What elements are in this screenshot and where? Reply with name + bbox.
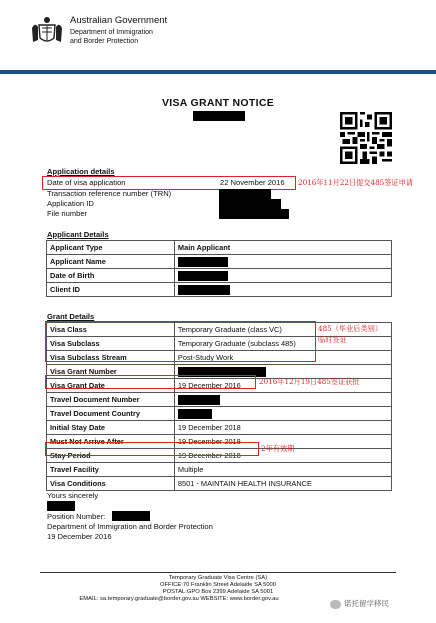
- qr-code-icon: [340, 112, 392, 164]
- header-divider: [0, 70, 436, 74]
- applicant-table: [46, 240, 392, 297]
- redaction: [112, 511, 150, 521]
- date-of-application-value: 22 November 2016: [220, 178, 285, 187]
- redaction: [47, 501, 75, 511]
- stay-period-value: 19 December 2018: [174, 449, 391, 463]
- redaction: [219, 199, 281, 209]
- grant-details-title: Grant Details: [47, 312, 95, 321]
- page-title: VISA GRANT NOTICE: [161, 97, 275, 109]
- redaction: [219, 209, 289, 219]
- table-row: [47, 463, 392, 477]
- must-not-arrive-after-label: Must Not Arrive After: [47, 435, 175, 449]
- annotation-stay-period: 2年有效期: [261, 444, 295, 453]
- visa-grant-number-label: Visa Grant Number: [47, 365, 175, 379]
- redaction: [219, 189, 271, 199]
- visa-class-label: Visa Class: [47, 323, 175, 337]
- client-id-value: [174, 283, 391, 297]
- applicant-type-label: Applicant Type: [47, 241, 175, 255]
- travel-doc-number-value: [174, 393, 391, 407]
- visa-subclass-label: Visa Subclass: [47, 337, 175, 351]
- footer-divider: [40, 572, 396, 573]
- date-of-application-label: Date of visa application: [47, 178, 126, 187]
- travel-facility-label: Travel Facility: [47, 463, 175, 477]
- closing-date: 19 December 2016: [47, 532, 112, 541]
- file-number-label: File number: [47, 209, 88, 218]
- visa-stream-value: Post-Study Work: [174, 351, 391, 365]
- application-details-title: Application details: [47, 167, 115, 176]
- footer-office: OFFICE:70 Franklin Street Adelaide SA 5000: [160, 582, 276, 588]
- visa-stream-label: Visa Subclass Stream: [47, 351, 175, 365]
- annotation-visa-class-1: 485（毕业后类别）: [318, 324, 383, 333]
- org-name: Australian Government: [70, 15, 168, 26]
- table-row: [47, 407, 392, 421]
- redaction: [193, 111, 245, 121]
- travel-doc-country-value: [174, 407, 391, 421]
- footer-postal: POSTAL:GPO Box 2399 Adelaide SA 5001: [162, 589, 274, 595]
- table-row: [47, 255, 392, 269]
- date-of-birth-value: [174, 269, 391, 283]
- applicant-details-title: Applicant Details: [47, 230, 109, 239]
- closing-department: Department of Immigration and Border Protection: [47, 522, 213, 531]
- visa-grant-date-label: Visa Grant Date: [47, 379, 175, 393]
- wechat-icon: [330, 600, 341, 609]
- client-id-label: Client ID: [47, 283, 175, 297]
- application-id-label: Application ID: [47, 199, 94, 208]
- annotation-grant-date: 2016年12月19日485签证获批: [259, 377, 360, 386]
- position-number-label: Position Number:: [47, 512, 106, 521]
- table-row: [47, 393, 392, 407]
- table-row: [47, 477, 392, 491]
- highlight-box: [45, 442, 259, 456]
- highlight-box: [45, 375, 256, 389]
- footer-centre-name: Temporary Graduate Visa Centre (SA): [168, 575, 268, 581]
- footer-contact: EMAIL: sa.temporary.graduate@border.gov.au WEBSITE: www.border.gov.au: [79, 596, 279, 602]
- date-of-birth-label: Date of Birth: [47, 269, 175, 283]
- visa-class-value: Temporary Graduate (class VC): [174, 323, 391, 337]
- table-row: [47, 283, 392, 297]
- table-row: [47, 269, 392, 283]
- watermark-text: 诺托留学移民: [344, 599, 389, 608]
- table-row: [47, 241, 392, 255]
- watermark: [330, 598, 389, 609]
- must-not-arrive-after-value: 19 December 2018: [174, 435, 391, 449]
- applicant-name-label: Applicant Name: [47, 255, 175, 269]
- department-line-2: and Border Protection: [70, 38, 139, 45]
- visa-grant-date-value: 19 December 2016: [174, 379, 391, 393]
- trn-label: Transaction reference number (TRN): [47, 189, 172, 198]
- applicant-name-value: [174, 255, 391, 269]
- initial-stay-date-label: Initial Stay Date: [47, 421, 175, 435]
- annotation-application: 2016年11月22日提交485签证申请: [298, 178, 413, 187]
- travel-doc-country-label: Travel Document Country: [47, 407, 175, 421]
- highlight-box: [45, 321, 316, 362]
- travel-doc-number-label: Travel Document Number: [47, 393, 175, 407]
- closing-sincerely: Yours sincerely: [47, 491, 99, 500]
- coat-of-arms-icon: [30, 16, 64, 46]
- table-row: [47, 421, 392, 435]
- visa-subclass-value: Temporary Graduate (subclass 485): [174, 337, 391, 351]
- visa-conditions-label: Visa Conditions: [47, 477, 175, 491]
- stay-period-label: Stay Period: [47, 449, 175, 463]
- travel-facility-value: Multiple: [174, 463, 391, 477]
- initial-stay-date-value: 19 December 2018: [174, 421, 391, 435]
- annotation-visa-class-2: 临时签证: [318, 335, 347, 344]
- department-line-1: Department of Immigration: [70, 29, 153, 36]
- applicant-type-value: Main Applicant: [174, 241, 391, 255]
- visa-conditions-value: 8501 - MAINTAIN HEALTH INSURANCE: [174, 477, 391, 491]
